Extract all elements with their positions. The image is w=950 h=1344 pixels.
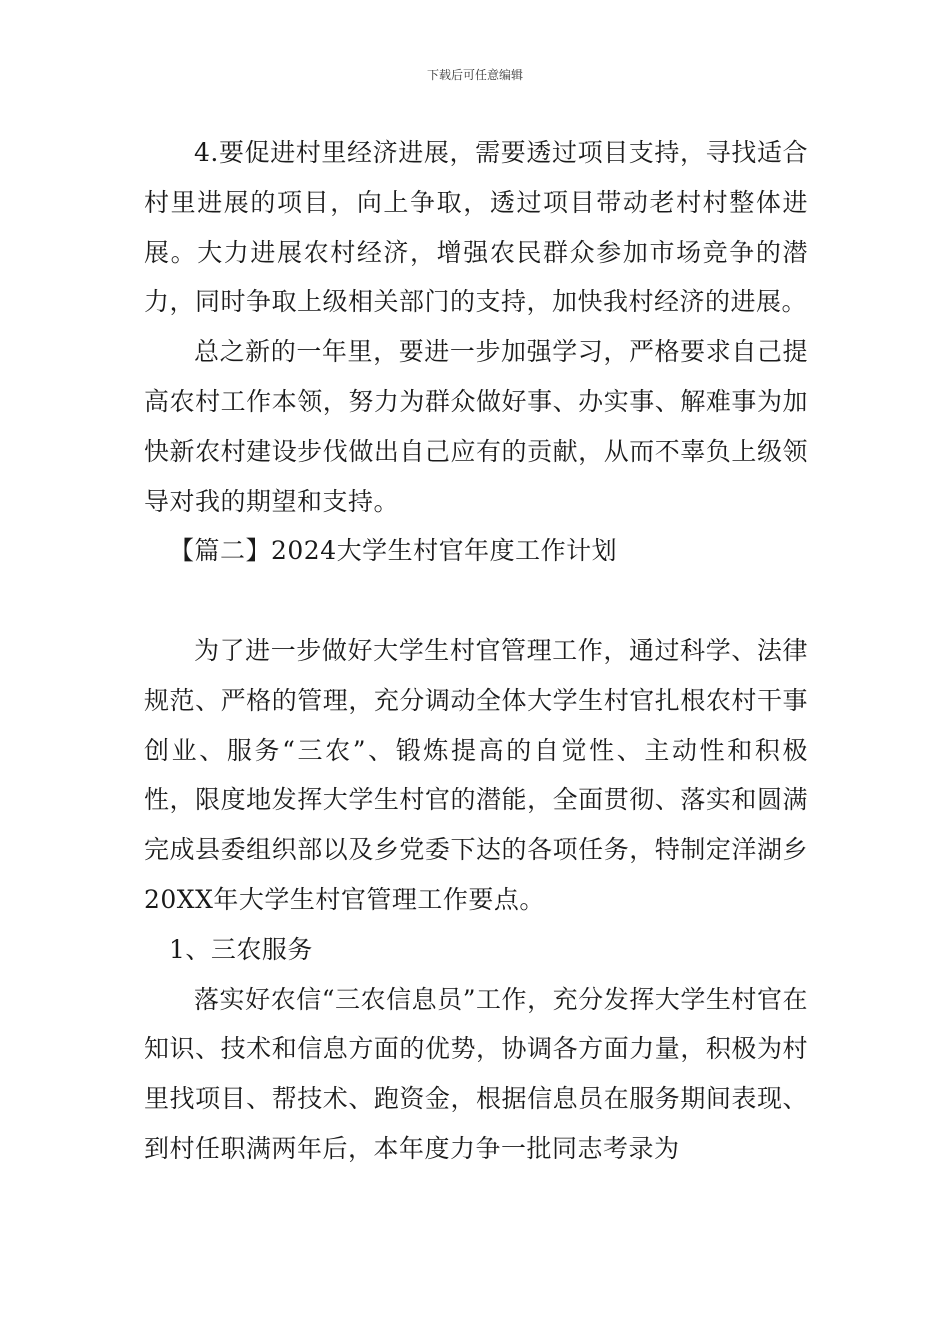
item-title-sannong: 1、三农服务	[169, 934, 313, 964]
paragraph-sannong-service: 落实好农信“三农信息员”工作，充分发挥大学生村官在知识、技术和信息方面的优势，协调各方面力量，积极为村里找项目、帮技术、跑资金，根据信息员在服务期间表现、到村任职满两年后，本年度力争一批同志考录为	[144, 984, 808, 1163]
paragraph-intro: 为了进一步做好大学生村官管理工作，通过科学、法律规范、严格的管理，充分调动全体大学生村官扎根农村干事创业、服务“三农”、锻炼提高的自觉性、主动性和积极性，限度地发挥大学生村官的潜能，全面贯彻、落实和圆满完成县委组织部以及乡党委下达的各项任务，特制定洋湖乡20XX年大学生村官管理工作要点。	[144, 635, 808, 914]
blank-line	[144, 576, 808, 626]
paragraph-economy: 4.要促进村里经济进展，需要透过项目支持，寻找适合村里进展的项目，向上争取，透过项目带动老村村整体进展。大力进展农村经济，增强农民群众参加市场竞争的潜力，同时争取上级相关部门的支持，加快我村经济的进展。	[144, 138, 808, 317]
paragraph-summary: 总之新的一年里，要进一步加强学习，严格要求自己提高农村工作本领，努力为群众做好事、办实事、解难事为加快新农村建设步伐做出自己应有的贡献，从而不辜负上级领导对我的期望和支持。	[144, 337, 808, 516]
page-header-note: 下载后可任意编辑	[426, 68, 523, 82]
section-heading: 【篇二】2024大学生村官年度工作计划	[169, 536, 618, 566]
document-body	[144, 128, 808, 1174]
